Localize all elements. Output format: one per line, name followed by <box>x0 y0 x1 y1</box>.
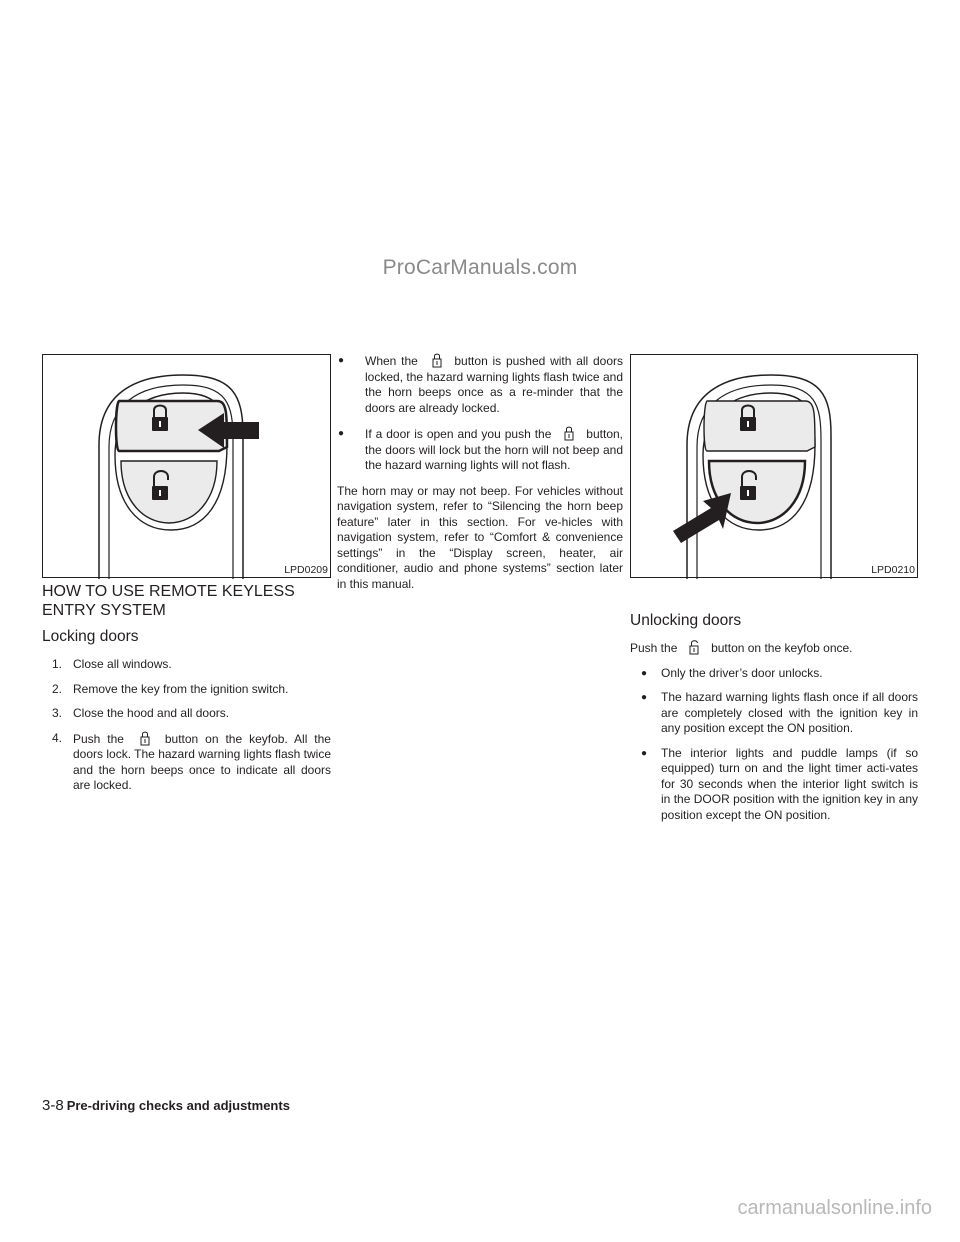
watermark-procarmanuals: ProCarManuals.com <box>382 256 578 279</box>
step-number: 2. <box>52 681 63 696</box>
keyfob-illustration <box>687 375 831 579</box>
horn-note-paragraph: The horn may or may not beep. For vehicles without navigation system, refer to “Silencing the horn beep feature” later in this section. For ve-hicles with navigation system, refer to “Comfort & convenience settings” in the “Display screen, heater, air conditioner, audio and phone systems” section later in this manual. <box>337 483 623 591</box>
bullet-glyph: ● <box>338 355 345 366</box>
lock-icon <box>131 731 158 746</box>
step-number: 4. <box>52 730 63 745</box>
step-text: Close the hood and all doors. <box>73 706 230 720</box>
bullet-glyph: ● <box>641 692 648 703</box>
watermark-carmanualsonline: carmanualsonline.info <box>737 1197 932 1219</box>
bullet-text-before: If a door is open and you push the <box>365 427 552 441</box>
unlock-icon <box>681 640 708 655</box>
intro-text-before: Push the <box>630 641 678 655</box>
note-bullet-2 <box>337 426 623 474</box>
bullet-glyph: ● <box>338 428 345 439</box>
bullet-text: The hazard warning lights flash once if all doors are completely closed with the ignition key in any position except the ON position. <box>661 690 918 735</box>
arrow-icon <box>673 493 731 543</box>
bullet-text-after: button is pushed with all doors locked, the hazard warning lights flash twice and the horn beeps once as a re-minder that the doors are already locked. <box>365 354 623 415</box>
step-number: 3. <box>52 706 63 720</box>
step-text: Remove the key from the ignition switch. <box>73 681 289 696</box>
bullet-text-before: When the <box>365 354 418 368</box>
intro-text-after: button on the keyfob once. <box>711 641 853 655</box>
right-column <box>630 612 918 823</box>
page-number: 3-8 <box>42 1097 64 1114</box>
bullet-text: The interior lights and puddle lamps (if so equipped) turn on and the light timer acti-vates for 30 seconds when the interior light switch is in the DOOR position with the ignition key in any position except the ON position. <box>661 745 918 822</box>
figure-label: LPD0210 <box>871 564 915 576</box>
step-3 <box>52 706 331 722</box>
lock-icon <box>555 426 582 441</box>
step-text-before: Push the <box>73 731 124 746</box>
page-footer <box>42 1097 290 1114</box>
step-1 <box>52 657 331 673</box>
unlock-bullet-1 <box>640 666 918 682</box>
chapter-title: Pre-driving checks and adjustments <box>66 1098 290 1113</box>
step-2 <box>52 682 331 698</box>
subheading-unlocking: Unlocking doors <box>630 612 742 629</box>
bullet-text: Only the driver’s door unlocks. <box>661 665 823 680</box>
section-heading: HOW TO USE REMOTE KEYLESS ENTRY SYSTEM <box>42 583 295 619</box>
step-number: 1. <box>52 657 63 671</box>
step-text-after: button on the keyfob. All the doors lock. The hazard warning lights flash twice and the horn beeps once to indicate all doors are locked. <box>73 731 331 792</box>
unlock-bullet-2 <box>640 690 918 737</box>
lock-icon <box>423 353 450 368</box>
bullet-glyph: ● <box>641 747 648 759</box>
keyfob-illustration <box>99 375 243 579</box>
figure-label: LPD0209 <box>284 564 328 576</box>
bullet-glyph: ● <box>641 667 648 679</box>
keyfob-unlock-figure <box>630 354 918 578</box>
left-column <box>42 583 331 794</box>
steps-list <box>52 657 331 794</box>
note-bullet-1 <box>337 353 623 416</box>
unlock-intro <box>630 640 918 657</box>
subheading-locking: Locking doors <box>42 628 139 645</box>
middle-column <box>337 353 623 592</box>
unlock-bullets <box>640 666 918 824</box>
step-4 <box>52 731 331 794</box>
unlock-bullet-3 <box>640 746 918 824</box>
step-text: Close all windows. <box>73 657 172 671</box>
keyfob-lock-figure <box>42 354 331 578</box>
bullet-text-after: button, the doors will lock but the horn will not beep and the hazard warning lights will not flash. <box>365 427 623 472</box>
